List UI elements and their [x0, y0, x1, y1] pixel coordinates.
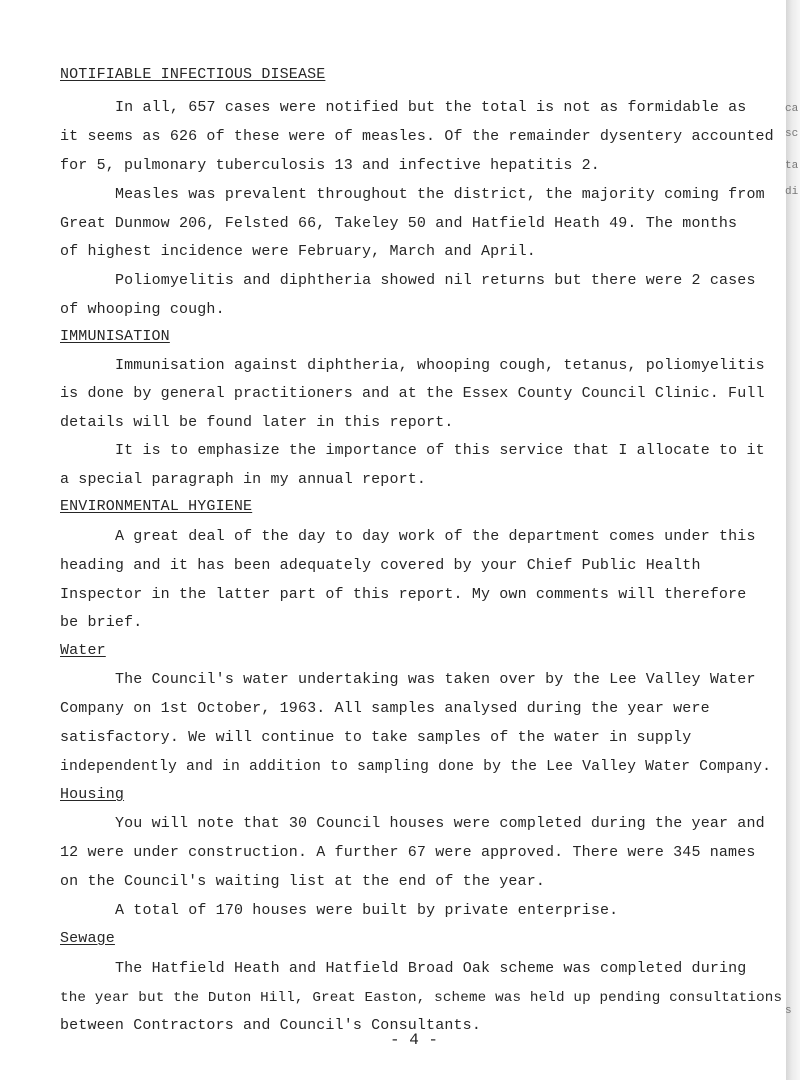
- paragraph-line: independently and in addition to sampling done by the Lee Valley Water Company.: [60, 759, 772, 775]
- page-number: - 4 -: [390, 1031, 439, 1049]
- paragraph-line: It is to emphasize the importance of this service that I allocate to it: [115, 442, 765, 459]
- heading-sewage: Sewage: [60, 930, 115, 947]
- paragraph-line: In all, 657 cases were notified but the total is not as formidable as: [115, 99, 747, 116]
- paragraph-line: satisfactory. We will continue to take samples of the water in supply: [60, 729, 692, 746]
- heading-water: Water: [60, 642, 106, 659]
- heading-housing: Housing: [60, 786, 125, 803]
- paragraph-line: A great deal of the day to day work of the department comes under this: [115, 528, 756, 545]
- paragraph-line: between Contractors and Council's Consultants.: [60, 1017, 481, 1034]
- paragraph-line: Company on 1st October, 1963. All samples analysed during the year were: [60, 700, 710, 717]
- paragraph-line: of highest incidence were February, March and April.: [60, 243, 536, 260]
- heading-immunisation: IMMUNISATION: [60, 328, 170, 345]
- paragraph-line: heading and it has been adequately covered by your Chief Public Health: [60, 557, 701, 574]
- paragraph-line: The Hatfield Heath and Hatfield Broad Oak scheme was completed during: [115, 960, 747, 977]
- heading-notifiable-disease: NOTIFIABLE INFECTIOUS DISEASE: [60, 66, 326, 83]
- edge-fragment: di: [785, 186, 799, 198]
- paragraph-line: The Council's water undertaking was taken over by the Lee Valley Water: [115, 671, 756, 688]
- paragraph-line: a special paragraph in my annual report.: [60, 471, 427, 488]
- edge-fragment: ca: [785, 103, 799, 115]
- paragraph-line: be brief.: [60, 614, 143, 631]
- edge-fragment: ta: [785, 160, 799, 172]
- paragraph-line: Measles was prevalent throughout the district, the majority coming from: [115, 186, 765, 203]
- paragraph-line: Poliomyelitis and diphtheria showed nil returns but there were 2 cases: [115, 272, 756, 289]
- paragraph-line: Inspector in the latter part of this report. My own comments will therefore: [60, 586, 747, 603]
- paragraph-line: is done by general practitioners and at the Essex County Council Clinic. Full: [60, 385, 765, 402]
- paragraph-line: Great Dunmow 206, Felsted 66, Takeley 50 and Hatfield Heath 49. The months: [60, 215, 738, 232]
- edge-fragment: s: [785, 1005, 792, 1017]
- paragraph-line: for 5, pulmonary tuberculosis 13 and infective hepatitis 2.: [60, 157, 600, 174]
- paragraph-line: 12 were under construction. A further 67 were approved. There were 345 names: [60, 844, 756, 861]
- heading-environmental-hygiene: ENVIRONMENTAL HYGIENE: [60, 498, 253, 515]
- paragraph-line: A total of 170 houses were built by private enterprise.: [115, 902, 619, 919]
- paragraph-line: You will note that 30 Council houses were completed during the year and: [115, 815, 765, 832]
- paragraph-line: of whooping cough.: [60, 301, 225, 318]
- paragraph-line: on the Council's waiting list at the end of the year.: [60, 873, 546, 890]
- paragraph-line: details will be found later in this report.: [60, 414, 454, 431]
- edge-fragment: sc: [785, 128, 799, 140]
- paragraph-line: the year but the Duton Hill, Great Easton, scheme was held up pending consultations: [60, 990, 783, 1006]
- paragraph-line: Immunisation against diphtheria, whooping cough, tetanus, poliomyelitis: [115, 357, 765, 374]
- paragraph-line: it seems as 626 of these were of measles. Of the remainder dysentery accounted: [60, 128, 774, 145]
